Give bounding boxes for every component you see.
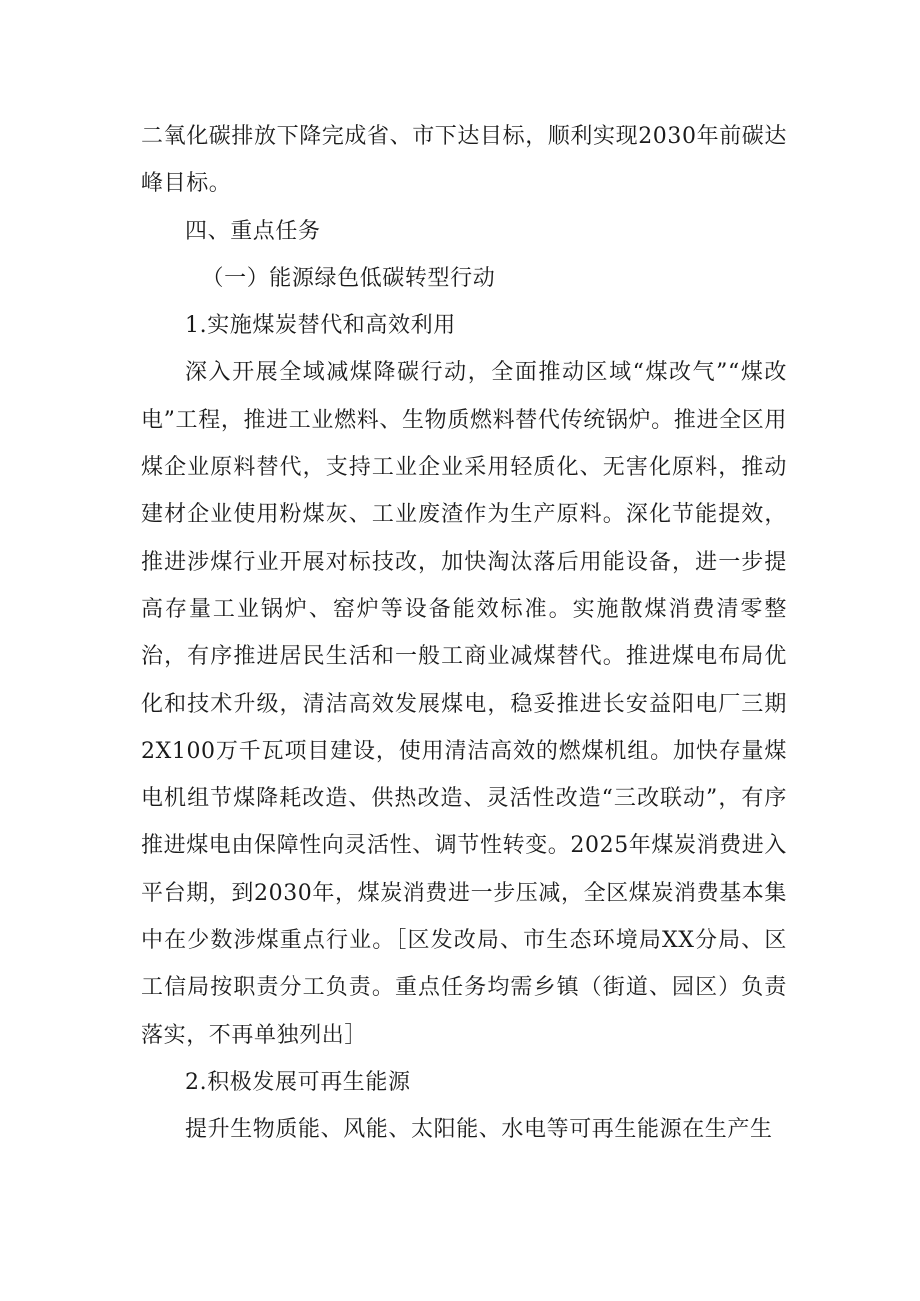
item1-paragraph: 深入开展全域减煤降碳行动，全面推动区域“煤改气”“煤改电”工程，推进工业燃料、生物质燃料替代传统锅炉。推进全区用煤企业原料替代，支持工业企业采用轻质化、无害化原料，推动建材企业使用粉煤灰、工业废渣作为生产原料。深化节能提效，推进涉煤行业开展对标技改，加快淘汰落后用能设备，进一步提高存量工业锅炉、窑炉等设备能效标准。实施散煤消费清零整治，有序推进居民生活和一般工商业减煤替代。推进煤电布局优化和技术升级，清洁高效发展煤电，稳妥推进长安益阳电厂三期2X100万千瓦项目建设，使用清洁高效的燃煤机组。加快存量煤电机组节煤降耗改造、供热改造、灵活性改造“三改联动”，有序推进煤电由保障性向灵活性、调节性转变。2025年煤炭消费进入平台期，到2030年，煤炭消费进一步压减，全区煤炭消费基本集中在少数涉煤重点行业。［区发改局、市生态环境局XX分局、区工信局按职责分工负责。重点任务均需乡镇（街道、园区）负责落实，不再单独列出］	[141, 360, 787, 1048]
continuation-paragraph: 二氧化碳排放下降完成省、市下达目标，顺利实现2030年前碳达峰目标。	[141, 124, 787, 197]
section-heading: 四、重点任务	[185, 218, 321, 244]
subsection-heading: （一）能源绿色低碳转型行动	[201, 265, 496, 291]
item2-heading: 2.积极发展可再生能源	[185, 1069, 411, 1095]
document-body	[141, 113, 787, 1154]
item1-heading: 1.实施煤炭替代和高效利用	[185, 313, 456, 339]
item2-paragraph: 提升生物质能、风能、太阳能、水电等可再生能源在生产生	[185, 1117, 773, 1143]
